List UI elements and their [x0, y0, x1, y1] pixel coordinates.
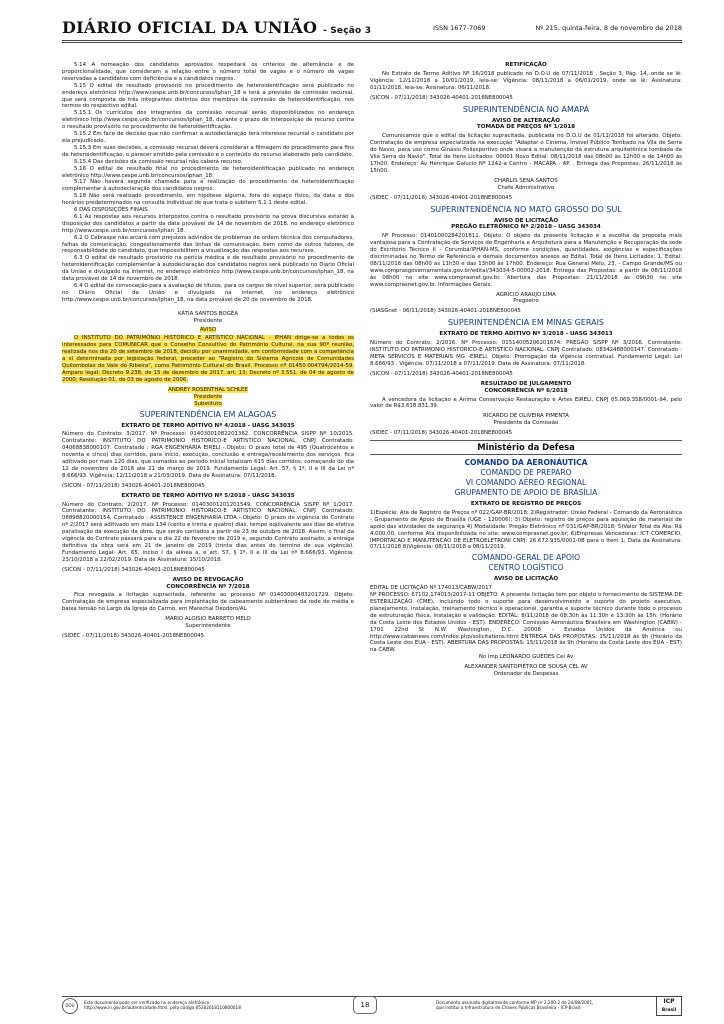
siasg-reference: (SIASGnet - 06/11/2018) 343026-40401-2018NE800045	[370, 308, 521, 315]
edital-paragraph: 5.17 Não haverá segunda chamada para a realização do procedimento de heteroidentificação complementar à autodeclaração dos candidatos negros.	[62, 179, 354, 193]
right-column	[370, 62, 682, 678]
edital-paragraph: 5.15.3 Em suas decisões, a comissão recursal deverá considerar a filmagem do procedimento para fins de heteroidentificação, o parecer emitido pela comissão e o conteúdo do recurso elaborado pelo candidato.	[62, 144, 354, 158]
signatory-role: Presidente da Comissão	[493, 420, 559, 427]
signatory-name: MARIO ALOISIO BARRETO MELO	[165, 616, 251, 623]
signatory-name: RICARDO DE OLIVEIRA PIMENTA	[483, 413, 569, 420]
result-text: A vencedora da licitação é Anima Conservação Restauração e Artes EIRELI, CNPJ 05.069.358/0001-94, pelo valor de R$3.618.831,39.	[370, 396, 682, 410]
registry-text: 1)Espécie: Ata de Registro de Preços nº 022/GAP-BR/2018; 2)Registrador: União Federal - Comando da Aeronáutica - Grupamento de Apoio de Brasília (UGE - 120006); 3) Objeto: registro de preços para aquisição de materiais de apoio das atividades de segurança 4) Modalidade: Pregão Eletrônico nº 031/GAP-BR/2018; 5)Valor Total da Ata: R$ 4.000,00, conforme Ata disponibilizada no site: www.comprasnet.gov.br; 6)Empresas Vencedoras: ICT COMERCIO, IMPORTACAO E MANUTENCAO DE ELETROELETRONI CNPJ: 26.672.935/0001-08 para o Item 1; Data da Assinatura: 07/11/2018 8)Vigência: 08/11/2018 a 08/11/2019.	[370, 509, 682, 551]
sicon-reference: (SICON - 07/11/2018) 343026-40401-2018NE800045	[370, 94, 513, 101]
signatory-role: Presidente	[193, 317, 223, 324]
aviso-text: O INSTITUTO DO PATRIMÔNIO HISTÓRICO E ARTÍSTICO NACIONAL - IPHAN dirige-se a todos os interessados para COMUNICAR que o Conselho Consultivo do Patrimônio Cultural, na sua 90ª reunião, realizada nos dia 20 de setembro de 2018, decidiu por unanimidade, em conformidade com a competência a si determinada por legislação federal, proceder ao "Registro do Sistema Agrícola de Comunidades Quilombolas do Vale do Ribeira", como Patrimônio Cultural do Brasil. Processo nº 01450.004794/2014-59. Amparo legal: Decreto 9.238, de 15 de dezembro de 2017, art. 13; Decreto nº 3.551, de 04 de agosto de 2000; Resolução 01, de 03 de agosto de 2006.	[62, 335, 354, 383]
edital-paragraph: 6.1 As respostas aos recursos interpostos contra o resultado provisório na prova discursiva estarão à disposição dos candidatos a partir da data provável de 14 de novembro de 2018, no endereço eletrônico http://www.cespe.unb.br/concursos/iphan_18.	[62, 213, 354, 234]
aviso-title: AVISO	[199, 326, 217, 333]
edital-paragraph: 5.15.4 Das decisões da comissão recursal não caberá recurso.	[74, 158, 243, 165]
result-heading: RESULTADO DE JULGAMENTO	[480, 380, 572, 387]
edital-paragraph: 5.15.2 Em face de decisão que não confirmar a autodeclaração terá interesse recursal o candidato por ela prejudicado.	[62, 131, 354, 144]
command-subheading: GRUPAMENTO DE APOIO DE BRASÍLIA	[454, 487, 598, 497]
page-number: 18	[353, 996, 377, 1014]
edital-paragraph: 6.2 O Cebraspe não arcará com prejuízos advindos de problemas de ordem técnica dos computadores, falhas de comunicação, congestionamento das linhas de comunicação, bem como de outros fatores, de responsabilidade do candidato, que impossibilitem a visualização das respostas aos recursos.	[62, 234, 354, 255]
footer-verification-url: http://www.in.gov.br/autenticidade.html, pelo código 05302018110800018	[84, 1005, 241, 1011]
command-subheading: CENTRO LOGÍSTICO	[488, 563, 564, 573]
extract-heading: EXTRATO DE TERMO ADITIVO Nº 4/2018 - UASG 343035	[121, 422, 295, 429]
notice-heading: AVISO DE LICITAÇÃO	[493, 576, 559, 583]
notice-text: Nº Processo: 01401000284201811. Objeto: O objeto da presente licitação é a escolha da proposta mais vantajosa para a Contratação de Serviços de Engenharia e Arquitetura para a Manutenção e Recuperação da sede do Escritório Técnico II - Corumbá/IPHAN-MS, conforme condições, quantidades, exigências e especificações discriminadas no Termo de Referência e demais documentos anexos ao Edital. Total de Itens Licitados: 1. Edital: 08/11/2018 das 08h00 às 11h30 e das 13h00 às 17h00. Endereço: Rua General Melo, 23, - Campo Grande/MS ou www.comprasgovernamentais.gov.br/edital/343034-5-00002-2018. Entrega das Propostas: a partir de 08/11/2018 às 08h00 no site www.comprasnet.gov.br. Abertura das Propostas: 21/11/2018 às 09h30 no site www.comprasnet.gov.br. Informações Gerais.	[370, 233, 682, 288]
footer-signature-line: Documento assinado digitalmente conforme MP nº 2.200-2 de 24/08/2001,	[436, 1000, 594, 1005]
signatory-role: Ordenador de Despesas	[493, 671, 559, 678]
notice-subheading: PREGÃO ELETRÔNICO Nº 2/2018 - UASG 343034	[451, 224, 601, 231]
edital-paragraphs	[62, 62, 354, 304]
icp-brasil-logo-icon	[656, 996, 682, 1016]
signatory-name: KÁTIA SANTOS BOGÉA	[177, 310, 239, 317]
footer-signature-line-2: que institui a Infraestrutura de Chaves Públicas Brasileira - ICP-Brasil.	[436, 1005, 582, 1011]
page-footer	[62, 1000, 682, 1018]
retification-text: No Extrato de Termo Aditivo Nº 16/2018 publicado no D.O.U de 07/11/2018 , Seção 3, Pág. 14, onde se lê: Vigência: 12/11/2018 a 10/01/2019, leia-se: Vigência: 08/11/2018 a 06/01/2019, onde se lê: Assinatura: 01/11/2018, leia-se: Assinatura: 06/11/2018.	[370, 70, 682, 91]
notice-heading: AVISO DE ALTERAÇÃO	[492, 117, 560, 124]
header-rule-2	[62, 42, 682, 43]
section-heading-amapa: SUPERINTENDÊNCIA NO AMAPÁ	[462, 104, 590, 114]
sidec-reference: (SIDEC - 07/11/2018) 343026-40401-2018NE800045	[370, 430, 513, 437]
ministry-heading: Ministério da Defesa	[477, 442, 575, 453]
sicon-reference: (SICON - 07/11/2018) 343026-40401-2018NE800045	[62, 566, 205, 573]
extract-heading: EXTRATO DE TERMO ADITIVO Nº 3/2018 - UASG 343013	[439, 331, 613, 338]
result-subheading: CONCORRÊNCIA Nº 6/2018	[484, 387, 568, 394]
footer-verification	[84, 1000, 284, 1010]
section-label: - Seção 3	[322, 26, 372, 36]
ministry-rule	[370, 440, 682, 441]
sidec-reference: (SIDEC - 07/11/2018) 343026-40401-2018NE800045	[370, 194, 513, 201]
signatory-name: AGRICIO ARAUJO LIMA	[496, 291, 556, 298]
notice-heading: AVISO DE LICITAÇÃO	[493, 217, 559, 224]
signatory-name: CHARLIS SENA SANTOS	[494, 177, 558, 184]
revocation-subheading: CONCORRÊNCIA Nº 7/2018	[166, 583, 250, 590]
icp-logo-subtext: Brasil	[661, 1008, 677, 1013]
seal-icon: DOU	[62, 998, 78, 1014]
imp-line: No Imp LEONARDO GUEDES Cel Av	[478, 654, 574, 661]
left-column	[62, 62, 354, 643]
issue-number-date: Nº 215, quinta-feira, 8 de novembro de 2018	[535, 24, 682, 32]
extract-text: Número do Contrato: 3/2017. Nº Processo: 01403001082201362. CONCORRÊNCIA SISPP Nº 10/2015. Contratante: INSTITUTO DO PATRIMONIO HISTORICO-E ARTISTICO NACIONAL. CNPJ Contratado: 04068838000107. Contratado : RGA ENGENHARIA EIRELI -.Objeto: O prazo total de 495 (Quatrocentos e noventa e cinco) dias corridos, para início, execução, conclusão e entrega/recebimento dos serviços, fica aditivado por mais 120 dias, que somados ao período inicial totalizam 615 dias corridos, começando do dia 12 de novembro de 2018 até 21 de março de 2019. Fundamento Legal: Art. 57, § 1º, II e III da Lei nº 8.666/93. Vigência: 12/11/2018 a 21/03/2019. Data de Assinatura: 07/11/2018.	[62, 431, 354, 479]
retification-heading: RETIFICAÇÃO	[505, 62, 547, 68]
sicon-reference: (SICON - 07/11/2018) 343026-40401-2018NE800045	[370, 370, 513, 377]
page-header	[62, 18, 682, 38]
sicon-reference: (SICON - 07/11/2018) 343026-40401-2018NE800045	[62, 482, 205, 489]
extract-text: Número do Contrato: 2/2016. Nº Processo: 01514005206201674. PREGÃO SISPP Nº 3/2016. Contratante: INSTITUTO DO PATRIMONIO HISTORICO-E ARTISTICO NACIONAL. CNPJ Contratado: 08342488000147. Contratado : META SERVICOS E MATERIAIS MG -EIRELI. Objeto: Prorrogação da vigência contratual. Fundamento Legal: Lei 8.666/93 . Vigência: 07/11/2018 a 07/11/2019. Data de Assinatura: 07/11/2018.	[370, 340, 682, 367]
edital-paragraph: 5.18 Não será realizado procedimento, em hipótese alguma, fora do espaço físico, da data e dos horários predeterminados na consulta individual de que trata o subitem 5.1.1 deste edital.	[62, 193, 354, 207]
edital-paragraph: 5.15.1 Os currículos dos integrantes da comissão recursal serão disponibilizados no endereço eletrônico http://www.cespe.unb.br/concursos/iphan_18, durante o prazo de interposição de recurso contra o resultado provisório no procedimento de heteroidentificação.	[62, 110, 354, 131]
edital-number: EDITAL DE LICITAÇÃO Nº 174013/CABW/2017	[370, 585, 492, 592]
signatory-role: Pregoeiro	[513, 298, 539, 305]
ministry-rule-2	[370, 454, 682, 455]
edital-paragraph: 6 DAS DISPOSIÇÕES FINAIS	[74, 207, 148, 214]
aviso-signatory-role: Presidente	[193, 393, 223, 400]
aviso-signatory-role-2: Substituto	[194, 400, 222, 407]
section-heading-minas-gerais: SUPERINTENDÊNCIA EM MINAS GERAIS	[447, 318, 605, 328]
signatory-role: Chefe Administrativo	[497, 184, 555, 191]
signatory-name: ALEXANDER SANTOPIETRO DE SOUSA CEL AV	[464, 664, 588, 671]
extract-heading: EXTRATO DE TERMO ADITIVO Nº 5/2018 - UASG 343035	[121, 492, 295, 499]
command-subheading: COMANDO-GERAL DE APOIO	[471, 553, 581, 563]
revocation-heading: AVISO DE REVOGAÇÃO	[172, 576, 244, 583]
notice-subheading: TOMADA DE PREÇOS Nº 1/2018	[476, 124, 576, 131]
section-heading-alagoas: SUPERINTENDÊNCIA EM ALAGOAS	[139, 409, 277, 419]
extract-text: Número do Contrato: 2/2017. Nº Processo: 01403001201201549. CONCORRÊNCIA SISPP Nº 1/2017. Contratante: INSTITUTO DO PATRIMONIO HISTORICO-E ARTISTICO NACIONAL. CNPJ Contratado: 08898820000154. Contratado : ASSISTENCE ENGENHARIA LTDA -.Objeto: O prazo de vigência do Contrato nº 2/2017 será aditivado em mais 134 (cento e trinta e quatro) dias, tempo equivalente aos dias de efetiva paralisação da execução da obra, que serão contados a partir de 23 de outubro de 2018. Assim, o final da vigência do Contrato passará para o dia 22 de fevereiro de 2019 e, segundo Contrato assinado, a entrega definitiva da obra será em 21 de janeiro de 2019 (trinta dias antes do término de sua vigência). Fundamento Legal: Art. 65, inciso I da alínea a, e art. 57, § 1º, II e III da Lei nº 8.666/93. Vigência: 23/10/2018 a 22/02/2019. Data de Assinatura: 15/10/2018.	[62, 501, 354, 563]
command-heading: COMANDO DA AERONÁUTICA	[464, 457, 588, 467]
footer-verification-line: Este documento pode ser verificado no endereço eletrônico	[84, 1000, 210, 1005]
edital-paragraph: 5.15 O edital de resultado provisório no procedimento de heteroidentificação será publicado no endereço eletrônico http://www.cespe.unb.br/concursos/iphan_18 e terá a previsão de comissão recursal, que será composta de três integrantes distintos dos membros da comissão de heteroidentificação, nos termos do respectivo edital.	[62, 82, 354, 110]
issn: ISSN 1677-7069	[433, 24, 486, 32]
registry-heading: EXTRATO DE REGISTRO DE PREÇOS	[470, 500, 582, 507]
aviso-signatory-name: ANDREY ROSENTHAL SCHLEE	[168, 386, 248, 393]
sidec-reference: (SIDEC - 07/11/2018) 343026-40401-2018NE800045	[62, 632, 205, 639]
header-rule	[62, 40, 682, 41]
edital-paragraph: 5.14 A nomeação dos candidatos aprovados respeitará os critérios de alternância e de proporcionalidade, que consideram a relação entre o número total de vagas e o número de vagas reservadas a candidatos com deficiência e a candidatos negros.	[62, 62, 354, 82]
revocation-text: Fica revogada a licitação supracitada, referente ao processo Nº 01403000483201729. Objeto: Contratação de empresa especializada para implantação de cabeamento subterrâneo da rede de média e baixa tensão no Largo da Igreja do Carmo, em Marechal Deodoro/AL	[62, 592, 354, 613]
journal-title: DIÁRIO OFICIAL DA UNIÃO - Seção 3	[62, 18, 372, 37]
edital-paragraph: 6.4 O edital de convocação para a avaliação de títulos, para os cargos de nível superior, será publicado no Diário Oficial da União e divulgado na internet, no endereço eletrônico http://www.cespe.unb.br/concursos/iphan_18, na data provável de 20 de novembro de 2018.	[62, 283, 354, 303]
section-heading-mato-grosso-do-sul: SUPERINTENDÊNCIA NO MATO GROSSO DO SUL	[430, 204, 622, 214]
signatory-role: Superintendente	[185, 623, 231, 630]
notice-text: Nº PROCESSO: 67102.174013/2017-11 OBJETO: A presente licitação tem por objeto o fornecimento de SISTEMA DE ESTERILIZAÇÃO (CME), incluindo todo o suporte para desenvolvimento e suporte do projeto executivo, planejamento, instalação, treinamento técnico e operacional, garantia e suporte técnico durante todo o processo de estruturação física, instalação e validação. EDITAL: 8/11/2018 de 08:30h às 11:30h e 13:30h às 15h. (Horário da Costa Leste dos Estados Unidos - EST). ENDEREÇO: Comissão Aeronáutica Brasileira em Washington (CABW) - 1701 22nd St N.W. Washington, D.C. 20008 - Estados Unidos da América ou http://www.cabwnews.com/index.php/solicitations.html ENTREGA DAS PROPOSTAS: 15/11/2018 às 9h (Horário da Costa Leste dos EUA - EST). ABERTURA DAS PROPOSTAS: 15/11/2018 às 9h (Horário da Costa Leste dos EUA - EST) na CABW.	[370, 592, 682, 654]
notice-text: Comunicamos que o edital da licitação supracitada, publicada no D.O.U de 01/11/2018 foi alterado. Objeto: Contratação de empresa especializada na execução "Adaptar o Cinema, Imóvel Público Tombado na Vila de Serra do Navio, para uso como Ginásio Poliesportivo onde visará a manutenção da estrutura arquitetônica tombada da Vila Serra do Navio". Total de Itens Licitados: 00001 Novo Edital: 08/11/2018 das 08h00 às 12h00 e de 14h00 às 17h00. Endereço: Av Henrique Galucio Nº 1242-a Centro - MACAPA - AP. . Entrega das Propostas: 26/11/2018 às 15h00.	[370, 133, 682, 174]
edital-paragraph: 5.16 O edital de resultado final no procedimento de heteroidentificação publicado no endereço eletrônico http://www.cespe.unb.br/concursos/iphan_18.	[62, 165, 354, 179]
footer-signature-note	[436, 1000, 654, 1010]
command-subheading: VI COMANDO AÉREO REGIONAL	[465, 477, 587, 487]
command-subheading: COMANDO DE PREPARO	[480, 467, 572, 477]
icp-logo-text: ICP	[663, 998, 675, 1005]
edital-paragraph: 6.3 O edital de resultado provisório na perícia médica e de resultado provisório no procedimento de heteroidentificação complementar à autodeclaração dos candidatos negros será publicado no Diário Oficial da União e divulgado na internet, no endereço eletrônico http://www.cespe.unb.br/concursos/iphan_18, na data provável de 14 de novembro de 2018.	[62, 255, 354, 283]
